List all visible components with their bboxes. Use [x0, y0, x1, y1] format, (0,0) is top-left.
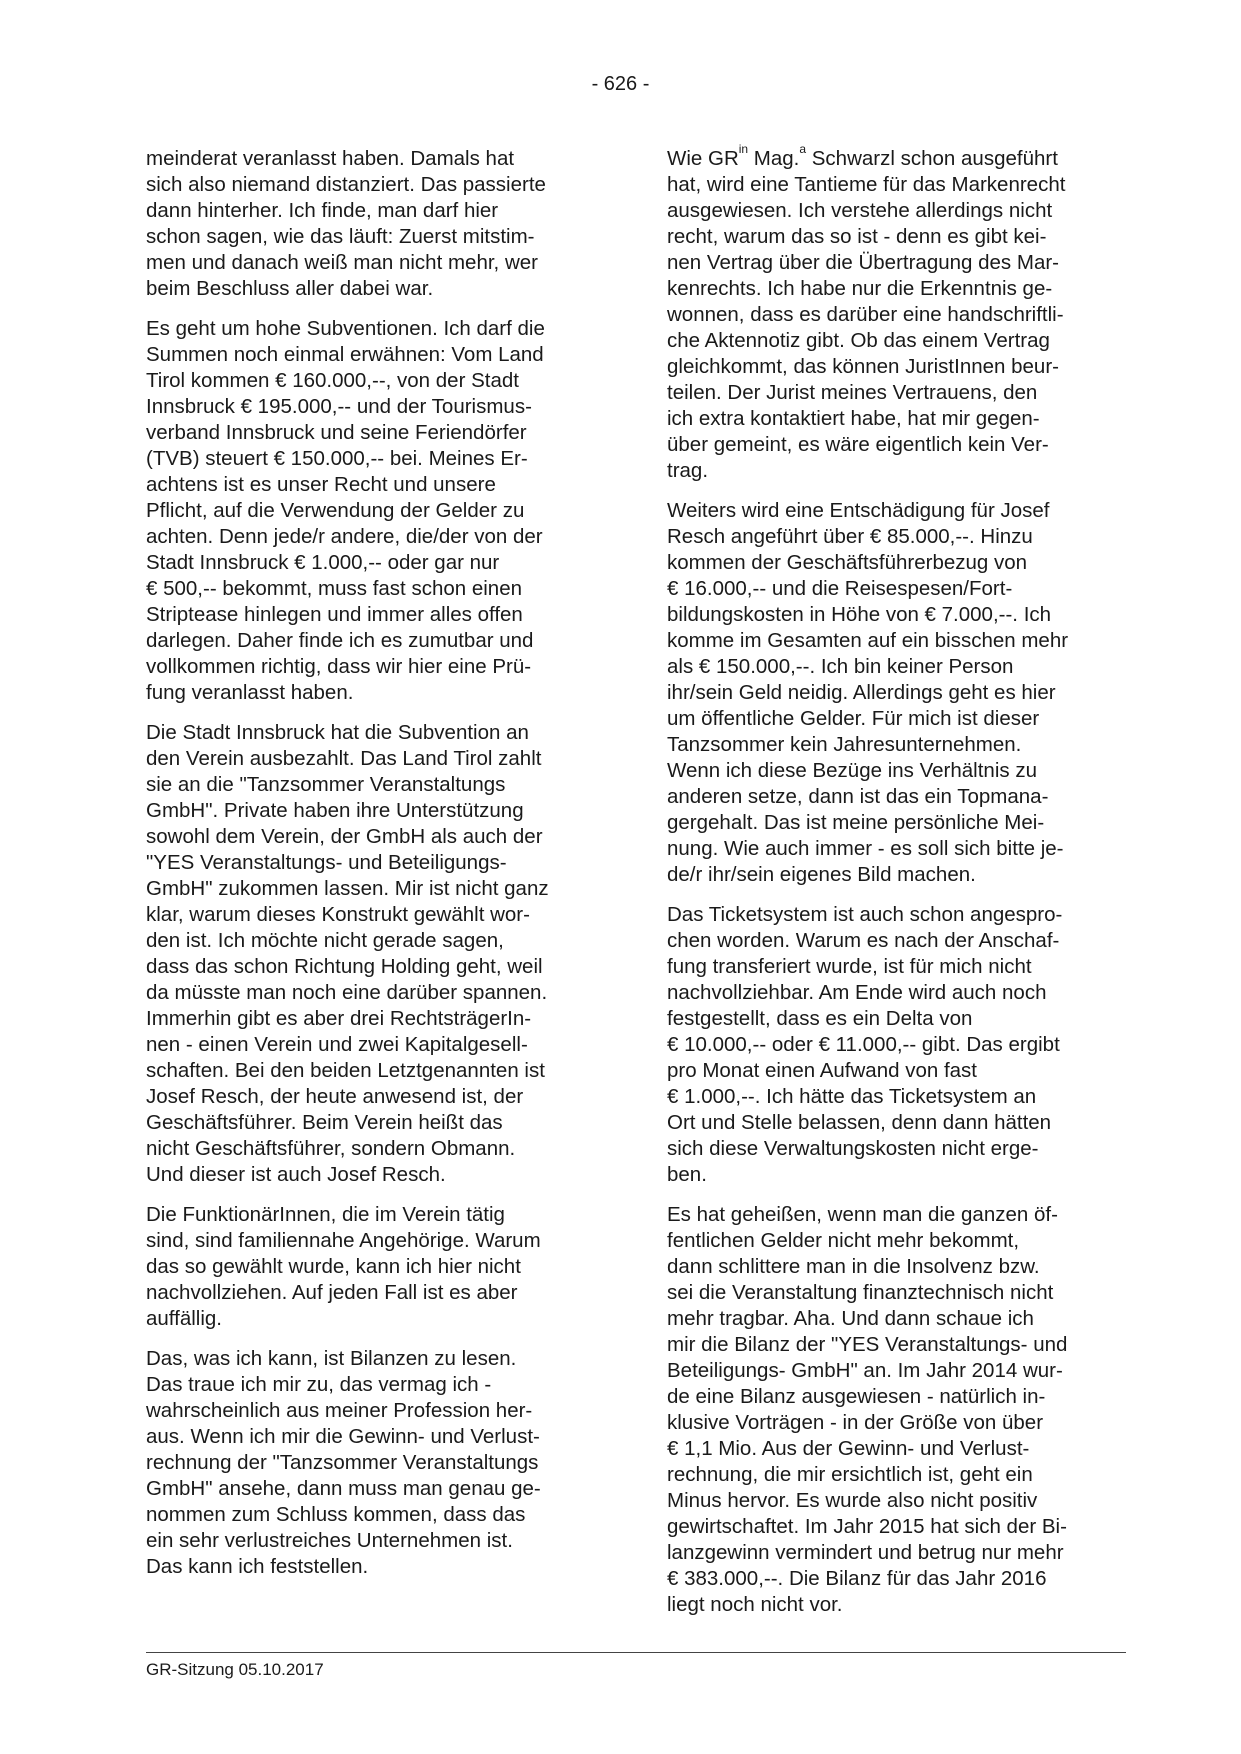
paragraph: Das, was ich kann, ist Bilanzen zu lesen. Das traue ich mir zu, das vermag ich - wahrscheinlich aus meiner Profession her- aus. Wenn ich mir die Gewinn- und Verlust- rechnung der "Tanzsommer Veranstaltungs GmbH" ansehe, dann muss man genau ge- nommen zum Schluss kommen, dass das ein sehr verlustreiches Unternehmen ist. Das kann ich feststellen. — [146, 1347, 541, 1578]
superscript: a — [799, 142, 807, 156]
page-number: - 626 - — [591, 73, 650, 95]
text-run: Wie GR — [667, 147, 739, 170]
left-text-column — [146, 146, 604, 1594]
paragraph: Es geht um hohe Subventionen. Ich darf die Summen noch einmal erwähnen: Vom Land Tirol kommen € 160.000,--, von der Stadt Innsbruck € 195.000,-- und der Tourismus- verband Innsbruck und seine Feriendörfer (TVB) steuert € 150.000,-- bei. Meines Er- achtens ist es unser Recht und unsere Pflicht, auf die Verwendung der Gelder zu achten. Denn jede/r andere, die/der von der Stadt Innsbruck € 1.000,-- oder gar nur € 500,-- bekommt, muss fast schon einen Striptease hinlegen und immer alles offen darlegen. Daher finde ich es zumutbar und vollkommen richtig, dass wir hier eine Prü- fung veranlasst haben. — [146, 317, 545, 704]
text-run: Mag. — [748, 147, 800, 170]
footer-session-label: GR-Sitzung 05.10.2017 — [146, 1660, 324, 1679]
paragraph: meinderat veranlasst haben. Damals hat sich also niemand distanziert. Das passierte dann hinterher. Ich finde, man darf hier schon sagen, wie das läuft: Zuerst mitstim- men und danach weiß man nicht mehr, wer beim Beschluss aller dabei war. — [146, 147, 546, 300]
paragraph: Es hat geheißen, wenn man die ganzen öf- fentlichen Gelder nicht mehr bekommt, dann schlittere man in die Insolvenz bzw. sei die Veranstaltung finanztechnisch nicht mehr tragbar. Aha. Und dann schaue ich mir die Bilanz der "YES Veranstaltungs- und Beteiligungs- GmbH" an. Im Jahr 2014 wur- de eine Bilanz ausgewiesen - natürlich in- klusive Vorträgen - in der Größe von über € 1,1 Mio. Aus der Gewinn- und Verlust- rechnung, die mir ersichtlich ist, geht ein Minus hervor. Es wurde also nicht positiv gewirtschaftet. Im Jahr 2015 hat sich der Bi- lanzgewinn vermindert und betrug nur mehr € 383.000,--. Die Bilanz für das Jahr 2016 liegt noch nicht vor. — [667, 1203, 1068, 1616]
paragraph — [667, 142, 1125, 484]
text-run: Schwarzl schon ausgeführt hat, wird eine Tantieme für das Markenrecht ausgewiesen. Ich verstehe allerdings nicht recht, warum das so ist - denn es gibt kei- nen Vertrag über die Übertragung des Mar- kenrechts. Ich habe nur die Erkenntnis ge- wonnen, dass es darüber eine handschriftli- che Aktennotiz gibt. Ob das einem Vertrag gleichkommt, das können JuristInnen beur- teilen. Der Jurist meines Vertrauens, den ich extra kontaktiert habe, hat mir gegen- über gemeint, es wäre eigentlich kein Ver- trag. — [667, 147, 1066, 482]
right-text-column — [667, 142, 1125, 1632]
footer-divider — [146, 1652, 1126, 1653]
paragraph: Die FunktionärInnen, die im Verein tätig sind, sind familiennahe Angehörige. Warum das so gewählt wurde, kann ich hier nicht nachvollziehen. Auf jeden Fall ist es aber auffällig. — [146, 1203, 541, 1330]
paragraph: Weiters wird eine Entschädigung für Josef Resch angeführt über € 85.000,--. Hinzu kommen der Geschäftsführerbezug von € 16.000,-- und die Reisespesen/Fort- bildungskosten in Höhe von € 7.000,--. Ich komme im Gesamten auf ein bisschen mehr als € 150.000,--. Ich bin keiner Person ihr/sein Geld neidig. Allerdings geht es hier um öffentliche Gelder. Für mich ist dieser Tanzsommer kein Jahresunternehmen. Wenn ich diese Bezüge ins Verhältnis zu anderen setze, dann ist das ein Topmana- gergehalt. Das ist meine persönliche Mei- nung. Wie auch immer - es soll sich bitte je- de/r ihr/sein eigenes Bild machen. — [667, 499, 1069, 886]
paragraph: Die Stadt Innsbruck hat die Subvention an den Verein ausbezahlt. Das Land Tirol zahlt sie an die "Tanzsommer Veranstaltungs GmbH". Private haben ihre Unterstützung sowohl dem Verein, der GmbH als auch der "YES Veranstaltungs- und Beteiligungs- GmbH" zukommen lassen. Mir ist nicht ganz klar, warum dieses Konstrukt gewählt wor- den ist. Ich möchte nicht gerade sagen, dass das schon Richtung Holding geht, weil da müsste man noch eine darüber spannen. Immerhin gibt es aber drei RechtsträgerIn- nen - einen Verein und zwei Kapitalgesell- schaften. Bei den beiden Letztgenannten ist Josef Resch, der heute anwesend ist, der Geschäftsführer. Beim Verein heißt das nicht Geschäftsführer, sondern Obmann. Und dieser ist auch Josef Resch. — [146, 721, 549, 1186]
paragraph: Das Ticketsystem ist auch schon angespro- chen worden. Warum es nach der Anschaf- fung transferiert wurde, ist für mich nicht nachvollziehbar. Am Ende wird auch noch festgestellt, dass es ein Delta von € 10.000,-- oder € 11.000,-- gibt. Das ergibt pro Monat einen Aufwand von fast € 1.000,--. Ich hätte das Ticketsystem an Ort und Stelle belassen, denn dann hätten sich diese Verwaltungskosten nicht erge- ben. — [667, 903, 1063, 1186]
superscript: in — [738, 142, 749, 156]
